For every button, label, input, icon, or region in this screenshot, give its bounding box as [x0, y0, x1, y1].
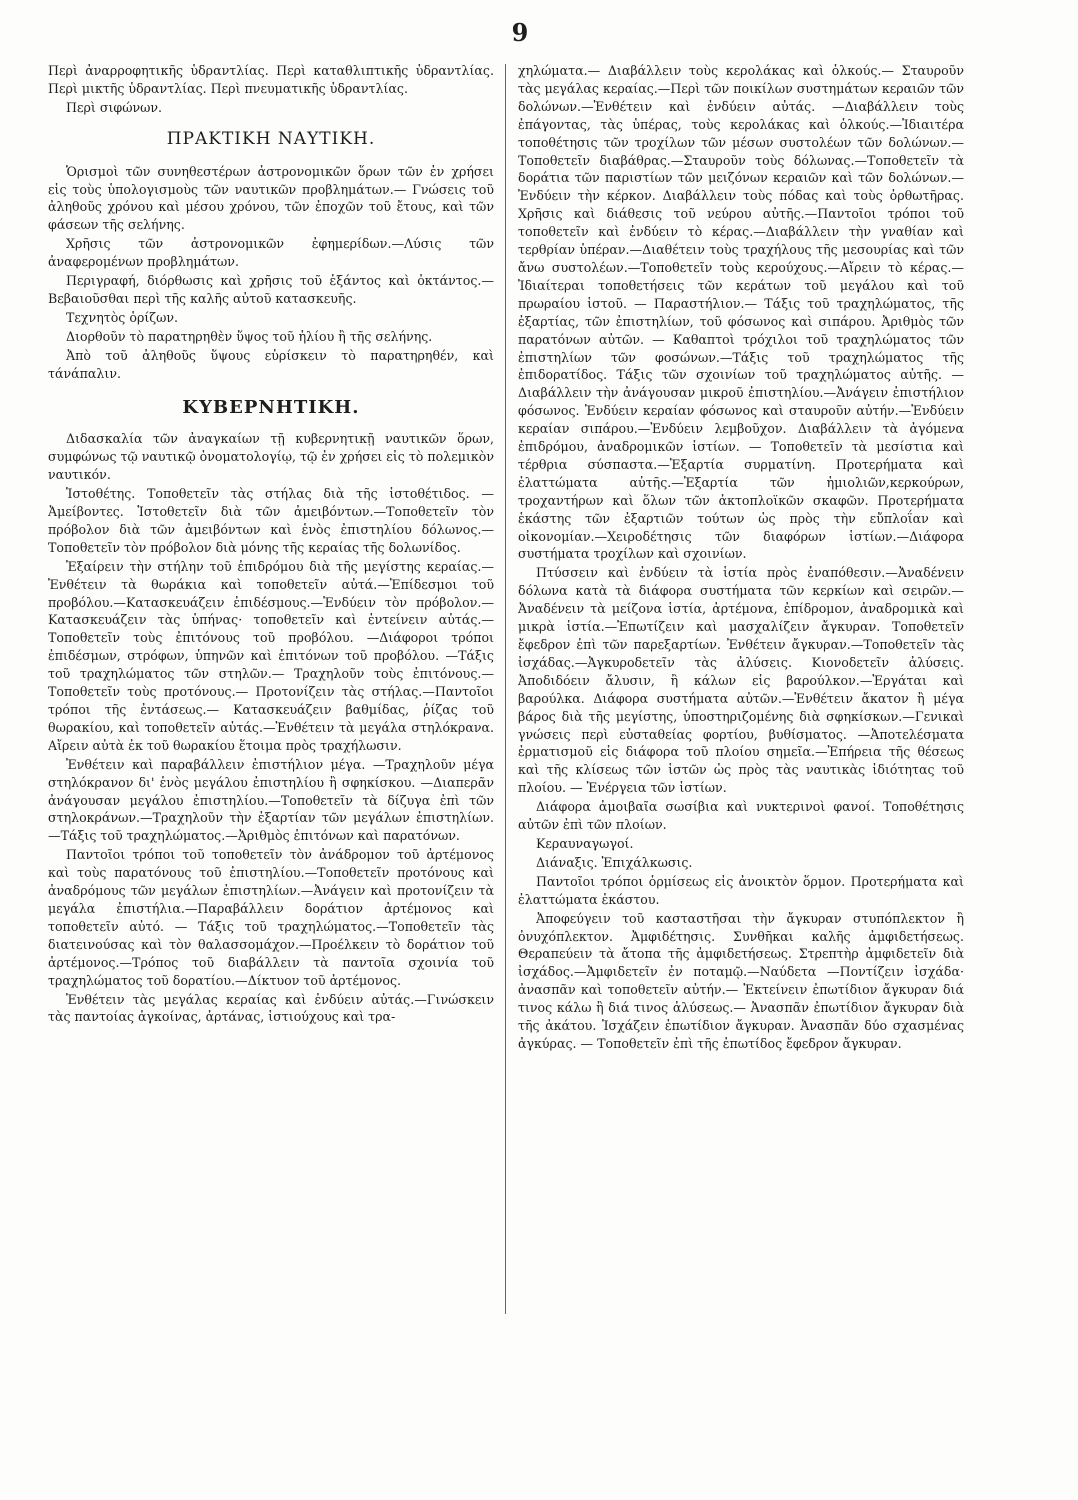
intro-paragraph: Περὶ σιφώνων.: [66, 99, 163, 115]
nautiki-paragraph: Περιγραφή, διόρθωσις καὶ χρῆσις τοῦ ἑξάντος καὶ ὀκτάντος.—Βεβαιοῦσθαι περὶ τῆς καλῆς αὐτοῦ κατασκευῆς.: [48, 273, 494, 306]
heading-kyvernitiki: ΚΥΒΕΡΝΗΤΙΚΗ.: [182, 396, 360, 418]
right-paragraph: Πτύσσειν καὶ ἐνδύειν τὰ ἱστία πρὸς ἐναπόθεσιν.—Ἀναδένειν δόλωνα κατὰ τὰ διάφορα συστήματα τῶν κερκίων καὶ σειρῶν.—Ἀναδένειν τὰ μείζονα ἱστία, ἀρτέμονα, ἐπίδρομον, ἀναδρομικὰ καὶ μικρὰ ἱστία.—Ἐπωτίζειν καὶ μασχαλίζειν ἄγκυραν. Τοποθετεῖν ἔφεδρον ἐπὶ τῶν παρεξαρτίων. Ἐνθέτειν ἄγκυραν.—Τοποθετεῖν τὰς ἰσχάδας.—Ἀγκυροδετεῖν τὰς ἀλύσεις. Κιονοδετεῖν ἀλύσεις. Ἀποδιδόειν ἄλυσιν, ἢ κάλων εἰς βαρούλκον.—Ἐργάται καὶ βαρούλκα. Διάφορα συστήματα αὐτῶν.—Ἐνθέτειν ἄκατον ἢ μέγα βάρος διὰ τῆς μεγίστης, ὑποστηριζομένης διὰ σφηκίσκων.—Γενικαὶ γνώσεις περὶ εὐσταθείας φορτίου, βυθίσματος. —Ἀποτελέσματα ἐρματισμοῦ εἰς διάφορα τοῦ πλοίου σημεῖα.—Ἐπήρεια τῆς θέσεως καὶ τῆς κλίσεως τῶν ἱστῶν ὡς πρὸς τὰς ναυτικὰς ἰδιότητας τοῦ πλοίου. — Ἐνέργεια τῶν ἱστίων.: [518, 565, 964, 796]
right-paragraph: Ἀποφεύγειν τοῦ κασταστῆσαι τὴν ἄγκυραν στυπόπλεκτον ἢ ὀνυχόπλεκτον. Ἀμφιδέτησις. Συνθῆκαι καλῆς ἀμφιδετήσεως. Θεραπεύειν τὰ ἄτοπα τῆς ἀμφιδετήσεως. Στρεπτὴρ ἀμφιδετεῖν διὰ ἰσχάδος.—Ἀμφιδετεῖν ἐν ποταμῷ.—Ναύδετα —Ποντίζειν ἰσχάδα· ἀνασπᾶν καὶ τοποθετεῖν αὐτήν.— Ἐκτείνειν ἐπωτίδιον ἄγκυραν διά τινος κάλω ἢ διά τινος ἀλύσεως.— Ἀνασπᾶν ἐπωτίδιον ἄγκυραν διὰ τῆς ἀκάτου. Ἰσχάζειν ἐπωτίδιον ἄγκυραν. Ἀνασπᾶν δύο σχασμένας ἀγκύρας. — Τοποθετεῖν ἐπὶ τῆς ἐπωτίδος ἔφεδρον ἄγκυραν.: [518, 910, 964, 1051]
nautiki-paragraph: Τεχνητὸς ὁρίζων.: [66, 309, 179, 325]
right-paragraph: Διάφορα ἀμοιβαῖα σωσίβια καὶ νυκτερινοὶ φανοί. Τοποθέτησις αὐτῶν ἐπὶ τῶν πλοίων.: [518, 799, 964, 833]
kyvernitiki-paragraph: Διδασκαλία τῶν ἀναγκαίων τῇ κυβερνητικῇ ναυτικῶν ὅρων, συμφώνως τῷ ναυτικῷ ὀνοματολογίῳ, τῷ ἐν χρήσει εἰς τὸ πολεμικὸν ναυτικόν.: [48, 431, 494, 483]
right-paragraph: Διάναξις. Ἐπιχάλκωσις.: [536, 854, 693, 870]
nautiki-paragraph: Χρῆσις τῶν ἀστρονομικῶν ἐφημερίδων.—Λύσις τῶν ἀναφερομένων προβλημάτων.: [48, 236, 494, 270]
page-number: 9: [511, 18, 529, 47]
nautiki-paragraph: Ἀπὸ τοῦ ἀληθοῦς ὕψους εὑρίσκειν τὸ παρατηρηθέν, καὶ τάνάπαλιν.: [48, 347, 494, 381]
right-paragraph: Κεραυναγωγοί.: [536, 835, 634, 851]
intro-paragraph: Περὶ ἀναρροφητικῆς ὑδραντλίας. Περὶ καταθλιπτικῆς ὑδραντλίας. Περὶ μικτῆς ὑδραντλίας. Περὶ πνευματικῆς ὑδραντλίας.: [48, 63, 494, 96]
kyvernitiki-paragraph: Ἐξαίρειν τὴν στήλην τοῦ ἐπιδρόμου διὰ τῆς μεγίστης κεραίας.—Ἐνθέτειν τὰ θωράκια καὶ τοποθετεῖν αὐτά.—Ἐπίδεσμοι τοῦ προβόλου.—Κατασκευάζειν ἐπιδέσμους.—Ἐνδύειν τὸν πρόβολον.— Κατασκευάζειν τὰς ὑπήνας· τοποθετεῖν καὶ ἐντείνειν αὐτάς.—Τοποθετεῖν τοὺς ἐπιτόνους τοῦ προβόλου. —Διάφοροι τρόποι ἐπιδέσμων, στρόφων, ὑπηνῶν καὶ ἐπιτόνων τοῦ προβόλου. —Τάξις τοῦ τραχηλώματος τῶν στηλῶν.— Τραχηλοῦν τοὺς ἐπιτόνους.— Τοποθετεῖν τοὺς προτόνους.— Προτονίζειν τὰς στήλας.—Παντοῖοι τρόποι τῆς ἐντάσεως.— Κατασκευάζειν βαθμίδας, ῥίζας τοῦ θωρακίου, καὶ τοποθετεῖν αὐτάς.—Ἐνθέτειν τὰ μεγάλα στηλόκρανα. Αἴρειν αὐτὰ ἐκ τοῦ θωρακίου ἕτοιμα πρὸς τραχήλωσιν.: [48, 558, 494, 753]
kyvernitiki-paragraph: Ἱστοθέτης. Τοποθετεῖν τὰς στήλας διὰ τῆς ἱστοθέτιδος. —Ἀμείβοντες. Ἱστοθετεῖν διὰ τῶν ἀμειβόντων.—Τοποθετεῖν τὸν πρόβολον διὰ τῶν ἀμειβόντων καὶ ἑνὸς ἐπιστηλίου δόλωνος.—Τοποθετεῖν τὸν πρόβολον διὰ μόνης τῆς κεραίας τῆς δολωνίδος.: [48, 486, 494, 555]
heading-praktiki-nautiki: ΠΡΑΚΤΙΚΗ ΝΑΥΤΙΚΗ.: [166, 128, 376, 149]
kyvernitiki-paragraph: Ἐνθέτειν καὶ παραβάλλειν ἐπιστήλιον μέγα. —Τραχηλοῦν μέγα στηλόκρανον δι' ἑνὸς μεγάλου ἐπιστηλίου ἢ σφηκίσκου. —Διαπερᾶν ἀνάγουσαν μεγάλου ἐπιστηλίου.—Τοποθετεῖν τὰ δίζυγα ἐπὶ τῶν στηλοκράνων.—Τραχηλοῦν τὴν ἐξαρτίαν τῶν μεγάλων ἐπιστηλίων.—Τάξις τοῦ τραχηλώματος.—Ἀριθμὸς ἐπιτόνων καὶ παρατόνων.: [48, 756, 494, 844]
kyvernitiki-paragraph: Παντοῖοι τρόποι τοῦ τοποθετεῖν τὸν ἀνάδρομον τοῦ ἀρτέμονος καὶ τοὺς παρατόνους τοῦ ἐπιστηλίου.—Τοποθετεῖν προτόνους καὶ ἀναδρόμους τῶν μεγάλων ἐπιστηλίων.—Ἀνάγειν καὶ προτονίζειν τὰ μεγάλα ἐπιστήλια.—Παραβάλλειν δοράτιον ἀρτέμονος καὶ τοποθετεῖν αὐτό. — Τάξις τοῦ τραχηλώματος.—Τοποθετεῖν τὰς διατεινούσας καὶ τὸν θαλασσομάχον.—Προέλκειν τὸ δοράτιον τοῦ ἀρτέμονος.—Τρόπος τοῦ διαβάλλειν τὰ παντοῖα σχοινία τοῦ τραχηλώματος τοῦ δορατίου.—Δίκτυον τοῦ ἀρτέμονος.: [48, 847, 494, 988]
right-column: [518, 62, 964, 1054]
column-divider: [505, 64, 506, 1314]
nautiki-paragraph: Διορθοῦν τὸ παρατηρηθὲν ὕψος τοῦ ἡλίου ἢ τῆς σελήνης.: [66, 328, 433, 344]
kyvernitiki-paragraph: Ἐνθέτειν τὰς μεγάλας κεραίας καὶ ἐνδύειν αὐτάς.—Γινώσκειν τὰς παντοίας ἀγκοίνας, ἀρτάνας, ἱστιούχους καὶ τρα-: [48, 991, 494, 1025]
left-column: [48, 62, 494, 1027]
nautiki-paragraph: Ὁρισμοὶ τῶν συνηθεστέρων ἀστρονομικῶν ὅρων τῶν ἐν χρήσει εἰς τοὺς ὑπολογισμοὺς τῶν ναυτικῶν προβλημάτων.— Γνώσεις τοῦ ἀληθοῦς χρόνου καὶ μέσου χρόνου, τῶν ἐποχῶν τοῦ ἔτους, καὶ τῶν φάσεων τῆς σελήνης.: [48, 163, 494, 233]
right-paragraph: χηλώματα.— Διαβάλλειν τοὺς κερολάκας καὶ ὁλκούς.— Σταυροῦν τὰς μεγάλας κεραίας.—Περὶ τῶν ποικίλων συστημάτων κεραιῶν τῶν δολώνων.—Ἐνθέτειν καὶ ἐνδύειν αὐτάς. —Διαβάλλειν τοὺς ἐπάγοντας, τὰς ὑπέρας, τοὺς κερολάκας καὶ ὁλκούς.—Ἰδιαιτέρα τοποθέτησις τῶν τροχίλων τῶν μέσων συστολέων τῶν δολώνων.—Τοποθετεῖν διαβάθρας.—Σταυροῦν τοὺς δόλωνας.—Τοποθετεῖν τὰ δοράτια τῶν παριστίων τῶν μειζόνων κεραιῶν καὶ τῶν δολώνων.—Ἐνδύειν τὴν κέρκον. Διαβάλλειν τοὺς πόδας καὶ τοὺς ὀρθωτῆρας. Χρῆσις καὶ διάθεσις τοῦ νεύρου αὐτῆς.—Παντοῖοι τρόποι τοῦ τοποθετεῖν καὶ ἐνδύειν τὸ κέρας.—Διαβάλλειν τὴν γναθίαν καὶ τερθρίαν ὑπέραν.—Διαθέτειν τοὺς τραχήλους τῆς μεσουρίας καὶ τῶν ἄνω συστολέων.—Τοποθετεῖν τοὺς κερούχους.—Αἴρειν τὸ κέρας.—Ἰδιαίτεραι τοποθετήσεις τῶν κεράτων τοῦ μεγάλου καὶ τοῦ πρωραίου ἱστοῦ. — Παραστήλιον.— Τάξις τοῦ τραχηλώματος, τῆς ἐξαρτίας, τῶν ἐπιστηλίων, τοῦ φόσωνος καὶ σιπάρου. Ἀριθμὸς τῶν παρατόνων αὐτῶν. — Καθαπτοὶ τρόχιλοι τοῦ τραχηλώματος τῶν ἐπιστηλίων τῶν φοσώνων.—Τάξις τοῦ τραχηλώματος τῆς ἐπιδορατίδος. Τάξις τῶν σχοινίων τοῦ τραχηλώματος αὐτῆς. — Διαβάλλειν τὴν ἀνάγουσαν μικροῦ ἐπιστηλίου.—Ἀνάγειν ἐπιστήλιον φόσωνος. Ἐνδύειν κεραίαν φόσωνος καὶ σταυροῦν αὐτήν.—Ἐνδύειν κεραίαν σιπάρου.—Ἐνδύειν λεμβοῦχον. Διαβάλλειν τὰ ἀγόμενα ἐπιδρόμου, ἀναδρομικῶν ἱστίων. — Τοποθετεῖν τὰ μεσίστια καὶ τέρθρια σύσπαστα.—Ἐξαρτία συρματίνη. Προτερήματα καὶ ἐλαττώματα αὐτῆς.—Ἐξαρτία τῶν ἡμιολιῶν,κερκούρων, τροχαντήρων καὶ ὅλων τῶν ἀκτοπλοϊκῶν σκαφῶν. Προτερήματα ἑκάστης τῶν ἐξαρτιῶν τούτων ὡς πρὸς τὴν εὔπλοΐαν καὶ οἰκονομίαν.—Χειροδέτησις τῶν διαφόρων ἱστίων.—Διάφορα συστήματα τροχίλων καὶ σχοινίων.: [518, 63, 964, 562]
right-paragraph: Παντοῖοι τρόποι ὁρμίσεως εἰς ἀνοικτὸν ὅρμον. Προτερήματα καὶ ἐλαττώματα ἑκάστου.: [518, 873, 964, 907]
